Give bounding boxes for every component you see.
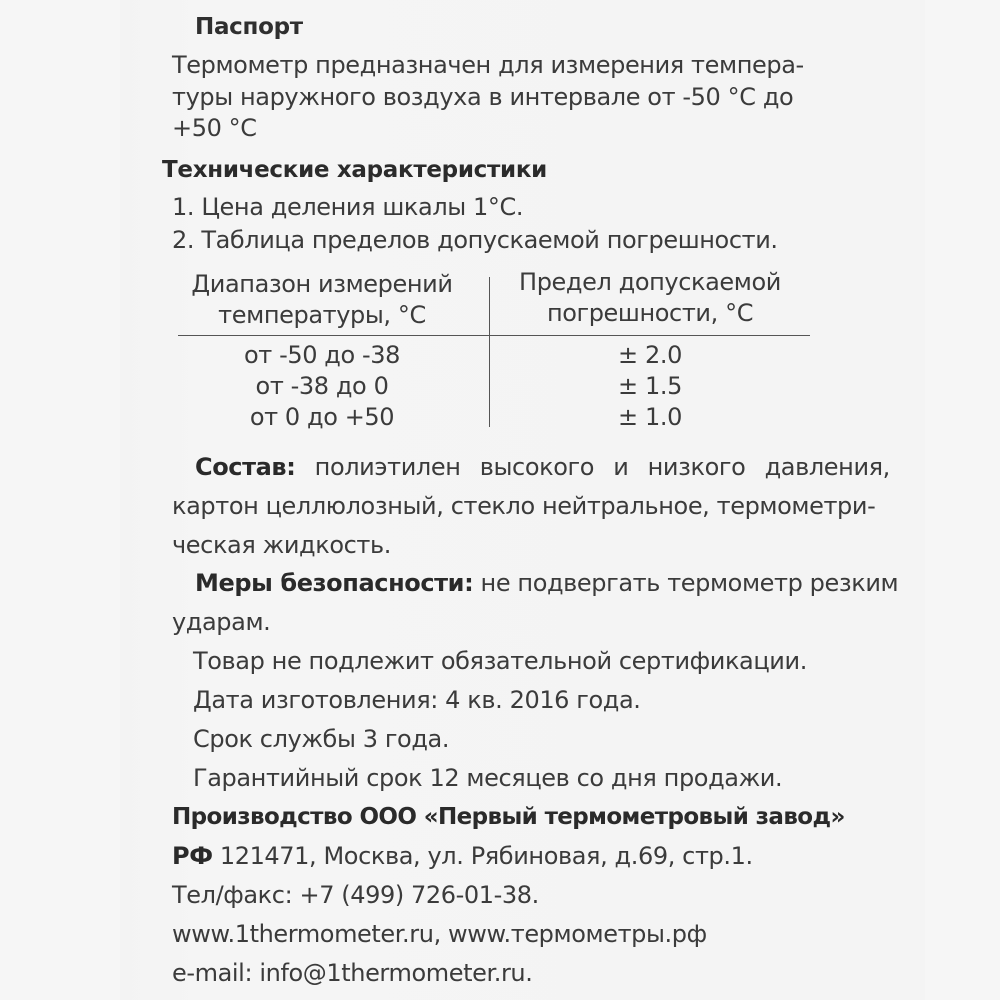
phone-line: Тел/факс: +7 (499) 726-01-38. — [172, 881, 539, 909]
tech-item-2: 2. Таблица пределов допускаемой погрешности. — [172, 226, 778, 254]
note-manufacture-date: Дата изготовления: 4 кв. 2016 года. — [193, 686, 641, 714]
country-label: РФ — [172, 842, 213, 870]
passport-title: Паспорт — [195, 14, 303, 40]
note-certification: Товар не подлежит обязательной сертификации. — [193, 647, 807, 675]
address-text: 121471, Москва, ул. Рябиновая, д.69, стр.1. — [219, 842, 753, 870]
composition-text-1: полиэтилен высокого и низкого давления, — [314, 453, 890, 481]
row-1-tolerance: ± 2.0 — [618, 341, 682, 369]
row-1-range: от -50 до -38 — [243, 341, 401, 369]
table-row — [172, 340, 472, 433]
note-warranty: Гарантийный срок 12 месяцев со дня продажи. — [193, 764, 783, 792]
email-line: e-mail: info@1thermometer.ru. — [172, 959, 533, 987]
tech-item-1: 1. Цена деления шкалы 1°С. — [172, 193, 524, 221]
header-range-line-1: Диапазон измерений — [191, 270, 453, 298]
safety-line-1 — [195, 568, 898, 598]
header-range-line-2: температуры, °С — [218, 301, 426, 329]
websites-line: www.1thermometer.ru, www.термометры.рф — [172, 920, 707, 948]
composition-label: Состав: — [195, 453, 296, 481]
header-tolerance-line-2: погрешности, °С — [546, 299, 754, 327]
table-header-range — [172, 269, 472, 331]
tech-heading: Технические характеристики — [162, 157, 547, 183]
intro-line-3: +50 °С — [172, 114, 257, 142]
row-3-tolerance: ± 1.0 — [618, 403, 682, 431]
row-2-tolerance: ± 1.5 — [618, 372, 682, 400]
composition-line-2: картон целлюлозный, стекло нейтральное, термометри- — [172, 492, 876, 520]
composition-line-3: ческая жидкость. — [172, 531, 391, 559]
composition-line-1 — [195, 452, 888, 482]
table-row — [490, 340, 810, 433]
row-2-range: от -38 до 0 — [255, 372, 389, 400]
note-service-life: Срок службы 3 года. — [193, 725, 450, 753]
tolerance-table — [172, 265, 812, 435]
safety-label: Меры безопасности: — [195, 569, 474, 597]
safety-text-1: не подвергать термометр резким — [480, 569, 899, 597]
intro-line-1: Термометр предназначен для измерения темпера- — [172, 51, 804, 79]
manufacturer-address-line — [172, 841, 753, 871]
intro-line-2: туры наружного воздуха в интервале от -50 °С до — [172, 83, 794, 111]
table-header-divider — [178, 335, 810, 336]
row-3-range: от 0 до +50 — [249, 403, 395, 431]
manufacturer-line: Производство ООО «Первый термометровый завод» — [172, 804, 845, 830]
header-tolerance-line-1: Предел допускаемой — [519, 268, 781, 296]
safety-line-2: ударам. — [172, 608, 271, 636]
table-header-tolerance — [490, 267, 810, 329]
